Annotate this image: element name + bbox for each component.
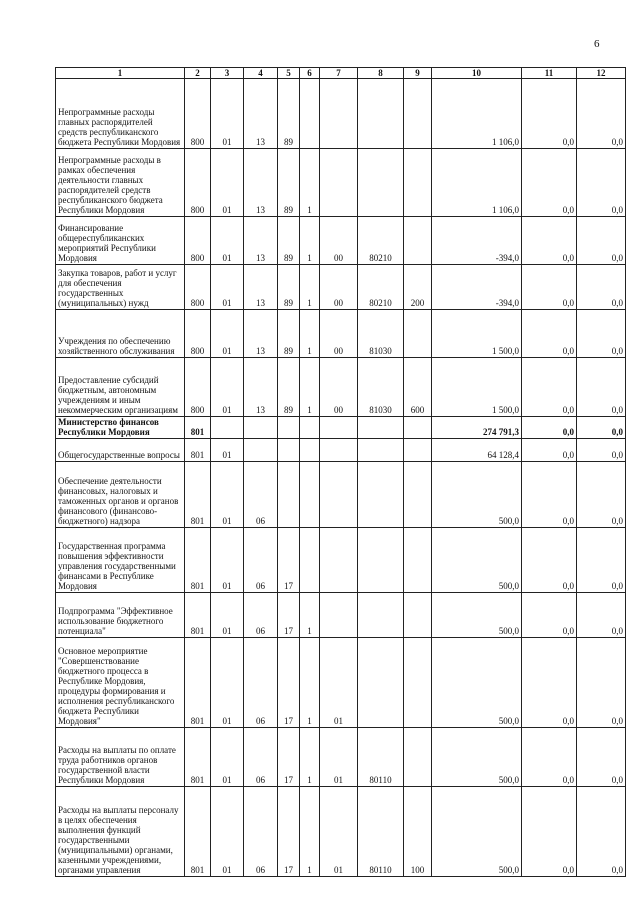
cell-col-12: 0,0 (577, 593, 626, 638)
table-row (56, 593, 626, 638)
cell-col-2: 800 (185, 310, 211, 358)
cell-col-9 (404, 439, 432, 462)
cell-col-5: 17 (278, 638, 300, 728)
cell-col-7 (320, 462, 358, 528)
cell-col-8: 80110 (358, 728, 404, 787)
cell-col-5 (278, 439, 300, 462)
cell-col-12: 0,0 (577, 310, 626, 358)
cell-col-8 (358, 79, 404, 149)
column-header-9: 9 (404, 68, 432, 79)
table-row (56, 528, 626, 593)
cell-col-11: 0,0 (522, 787, 577, 877)
cell-col-10: 500,0 (432, 728, 522, 787)
cell-col-4: 13 (244, 79, 278, 149)
cell-col-3: 01 (211, 787, 244, 877)
cell-col-5: 89 (278, 149, 300, 217)
cell-col-4 (244, 417, 278, 439)
cell-col-2: 801 (185, 787, 211, 877)
cell-col-7 (320, 528, 358, 593)
cell-col-3: 01 (211, 593, 244, 638)
cell-col-8 (358, 417, 404, 439)
cell-col-7 (320, 79, 358, 149)
column-header-7: 7 (320, 68, 358, 79)
cell-col-3: 01 (211, 638, 244, 728)
column-header-12: 12 (577, 68, 626, 79)
cell-col-2: 801 (185, 528, 211, 593)
cell-col-8 (358, 462, 404, 528)
cell-col-12: 0,0 (577, 79, 626, 149)
cell-col-2: 801 (185, 638, 211, 728)
cell-col-9 (404, 528, 432, 593)
cell-col-9 (404, 79, 432, 149)
cell-col-9: 600 (404, 358, 432, 417)
cell-col-12: 0,0 (577, 358, 626, 417)
cell-col-10: 64 128,4 (432, 439, 522, 462)
cell-col-4: 06 (244, 787, 278, 877)
cell-col-2: 801 (185, 417, 211, 439)
cell-col-11: 0,0 (522, 265, 577, 310)
cell-col-4 (244, 439, 278, 462)
table-row (56, 79, 626, 149)
row-name-cell: Непрограммные расходы главных распорядителей средств республиканского бюджета Республики Мордовия (56, 79, 185, 149)
cell-col-6: 1 (300, 265, 320, 310)
column-header-11: 11 (522, 68, 577, 79)
cell-col-3: 01 (211, 358, 244, 417)
cell-col-12: 0,0 (577, 787, 626, 877)
cell-col-6 (300, 79, 320, 149)
cell-col-2: 801 (185, 439, 211, 462)
cell-col-9 (404, 462, 432, 528)
cell-col-10: 500,0 (432, 638, 522, 728)
cell-col-9 (404, 638, 432, 728)
cell-col-6: 1 (300, 149, 320, 217)
cell-col-12: 0,0 (577, 439, 626, 462)
row-name-cell: Подпрограмма "Эффективное использование бюджетного потенциала" (56, 593, 185, 638)
cell-col-9 (404, 310, 432, 358)
cell-col-5: 17 (278, 528, 300, 593)
cell-col-12: 0,0 (577, 417, 626, 439)
cell-col-5 (278, 462, 300, 528)
cell-col-9 (404, 593, 432, 638)
cell-col-4: 06 (244, 528, 278, 593)
cell-col-7 (320, 149, 358, 217)
cell-col-4: 06 (244, 728, 278, 787)
cell-col-6: 1 (300, 787, 320, 877)
budget-table (55, 67, 626, 877)
cell-col-12: 0,0 (577, 638, 626, 728)
cell-col-11: 0,0 (522, 79, 577, 149)
cell-col-3: 01 (211, 462, 244, 528)
table-row (56, 439, 626, 462)
cell-col-3: 01 (211, 265, 244, 310)
cell-col-3: 01 (211, 439, 244, 462)
cell-col-3 (211, 417, 244, 439)
cell-col-5: 89 (278, 217, 300, 265)
cell-col-7: 01 (320, 638, 358, 728)
cell-col-12: 0,0 (577, 462, 626, 528)
cell-col-10: 500,0 (432, 593, 522, 638)
table-row (56, 462, 626, 528)
column-header-4: 4 (244, 68, 278, 79)
cell-col-8 (358, 149, 404, 217)
table-row (56, 358, 626, 417)
cell-col-6: 1 (300, 358, 320, 417)
cell-col-10: 1 106,0 (432, 149, 522, 217)
cell-col-12: 0,0 (577, 265, 626, 310)
cell-col-11: 0,0 (522, 528, 577, 593)
cell-col-10: 274 791,3 (432, 417, 522, 439)
cell-col-7: 01 (320, 728, 358, 787)
column-header-6: 6 (300, 68, 320, 79)
cell-col-3: 01 (211, 728, 244, 787)
cell-col-4: 06 (244, 593, 278, 638)
cell-col-11: 0,0 (522, 462, 577, 528)
cell-col-10: 500,0 (432, 528, 522, 593)
cell-col-6 (300, 439, 320, 462)
row-name-cell: Расходы на выплаты персоналу в целях обеспечения выполнения функций государственными (муниципальными) органами, казенными учреждениями, органами управления (56, 787, 185, 877)
table-row (56, 638, 626, 728)
cell-col-8: 80210 (358, 265, 404, 310)
cell-col-7: 00 (320, 358, 358, 417)
cell-col-10: 1 106,0 (432, 79, 522, 149)
row-name-cell: Министерство финансов Республики Мордовия (56, 417, 185, 439)
table-row (56, 728, 626, 787)
cell-col-7 (320, 417, 358, 439)
cell-col-11: 0,0 (522, 417, 577, 439)
table-row (56, 149, 626, 217)
cell-col-7: 00 (320, 265, 358, 310)
cell-col-7 (320, 593, 358, 638)
cell-col-6: 1 (300, 593, 320, 638)
cell-col-4: 13 (244, 149, 278, 217)
row-name-cell: Основное мероприятие "Совершенствование бюджетного процесса в Республике Мордовия, процедуры формирования и исполнения республиканского бюджета Республики Мордовия" (56, 638, 185, 728)
cell-col-8: 81030 (358, 310, 404, 358)
cell-col-10: -394,0 (432, 217, 522, 265)
cell-col-10: 500,0 (432, 462, 522, 528)
cell-col-9 (404, 149, 432, 217)
cell-col-8: 81030 (358, 358, 404, 417)
cell-col-12: 0,0 (577, 728, 626, 787)
cell-col-2: 801 (185, 593, 211, 638)
column-header-1: 1 (56, 68, 185, 79)
cell-col-6: 1 (300, 217, 320, 265)
table-row (56, 265, 626, 310)
page-number: 6 (594, 38, 600, 50)
cell-col-5: 89 (278, 265, 300, 310)
cell-col-5: 89 (278, 79, 300, 149)
row-name-cell: Обеспечение деятельности финансовых, налоговых и таможенных органов и органов финансового (финансово-бюджетного) надзора (56, 462, 185, 528)
column-header-8: 8 (358, 68, 404, 79)
cell-col-8: 80110 (358, 787, 404, 877)
cell-col-5: 89 (278, 310, 300, 358)
cell-col-11: 0,0 (522, 728, 577, 787)
cell-col-11: 0,0 (522, 149, 577, 217)
header-row (56, 68, 626, 79)
cell-col-11: 0,0 (522, 358, 577, 417)
cell-col-2: 800 (185, 217, 211, 265)
table-body (56, 79, 626, 877)
cell-col-10: -394,0 (432, 265, 522, 310)
cell-col-6: 1 (300, 728, 320, 787)
row-name-cell: Государственная программа повышения эффективности управления государственными финансами в Республике Мордовия (56, 528, 185, 593)
cell-col-4: 06 (244, 638, 278, 728)
cell-col-5: 17 (278, 787, 300, 877)
row-name-cell: Расходы на выплаты по оплате труда работников органов государственной власти Республики Мордовия (56, 728, 185, 787)
cell-col-2: 800 (185, 149, 211, 217)
cell-col-2: 800 (185, 79, 211, 149)
cell-col-5: 17 (278, 728, 300, 787)
cell-col-7: 00 (320, 217, 358, 265)
column-header-5: 5 (278, 68, 300, 79)
cell-col-11: 0,0 (522, 439, 577, 462)
table-row (56, 787, 626, 877)
cell-col-4: 06 (244, 462, 278, 528)
cell-col-9: 200 (404, 265, 432, 310)
column-header-3: 3 (211, 68, 244, 79)
cell-col-3: 01 (211, 528, 244, 593)
cell-col-2: 801 (185, 728, 211, 787)
cell-col-4: 13 (244, 217, 278, 265)
cell-col-4: 13 (244, 265, 278, 310)
cell-col-3: 01 (211, 310, 244, 358)
cell-col-11: 0,0 (522, 638, 577, 728)
cell-col-5 (278, 417, 300, 439)
row-name-cell: Общегосударственные вопросы (56, 439, 185, 462)
cell-col-2: 800 (185, 265, 211, 310)
cell-col-6: 1 (300, 310, 320, 358)
row-name-cell: Учреждения по обеспечению хозяйственного обслуживания (56, 310, 185, 358)
cell-col-6 (300, 528, 320, 593)
cell-col-8 (358, 528, 404, 593)
cell-col-11: 0,0 (522, 593, 577, 638)
cell-col-9 (404, 217, 432, 265)
cell-col-5: 17 (278, 593, 300, 638)
cell-col-2: 801 (185, 462, 211, 528)
cell-col-12: 0,0 (577, 528, 626, 593)
cell-col-3: 01 (211, 149, 244, 217)
cell-col-8 (358, 439, 404, 462)
cell-col-8: 80210 (358, 217, 404, 265)
cell-col-10: 500,0 (432, 787, 522, 877)
table-row (56, 217, 626, 265)
cell-col-8 (358, 593, 404, 638)
cell-col-7 (320, 439, 358, 462)
row-name-cell: Предоставление субсидий бюджетным, автономным учреждениям и иным некоммерческим организациям (56, 358, 185, 417)
cell-col-6: 1 (300, 638, 320, 728)
column-header-10: 10 (432, 68, 522, 79)
cell-col-7: 01 (320, 787, 358, 877)
cell-col-11: 0,0 (522, 217, 577, 265)
cell-col-3: 01 (211, 217, 244, 265)
row-name-cell: Закупка товаров, работ и услуг для обеспечения государственных (муниципальных) нужд (56, 265, 185, 310)
cell-col-9 (404, 728, 432, 787)
cell-col-4: 13 (244, 358, 278, 417)
cell-col-8 (358, 638, 404, 728)
cell-col-3: 01 (211, 79, 244, 149)
row-name-cell: Непрограммные расходы в рамках обеспечения деятельности главных распорядителей средств республиканского бюджета Республики Мордовия (56, 149, 185, 217)
cell-col-12: 0,0 (577, 149, 626, 217)
cell-col-5: 89 (278, 358, 300, 417)
cell-col-12: 0,0 (577, 217, 626, 265)
table-row (56, 417, 626, 439)
cell-col-9: 100 (404, 787, 432, 877)
table-row (56, 310, 626, 358)
column-header-2: 2 (185, 68, 211, 79)
cell-col-6 (300, 417, 320, 439)
cell-col-6 (300, 462, 320, 528)
cell-col-10: 1 500,0 (432, 358, 522, 417)
cell-col-4: 13 (244, 310, 278, 358)
cell-col-7: 00 (320, 310, 358, 358)
row-name-cell: Финансирование общереспубликанских мероприятий Республики Мордовия (56, 217, 185, 265)
cell-col-9 (404, 417, 432, 439)
cell-col-10: 1 500,0 (432, 310, 522, 358)
cell-col-11: 0,0 (522, 310, 577, 358)
cell-col-2: 800 (185, 358, 211, 417)
